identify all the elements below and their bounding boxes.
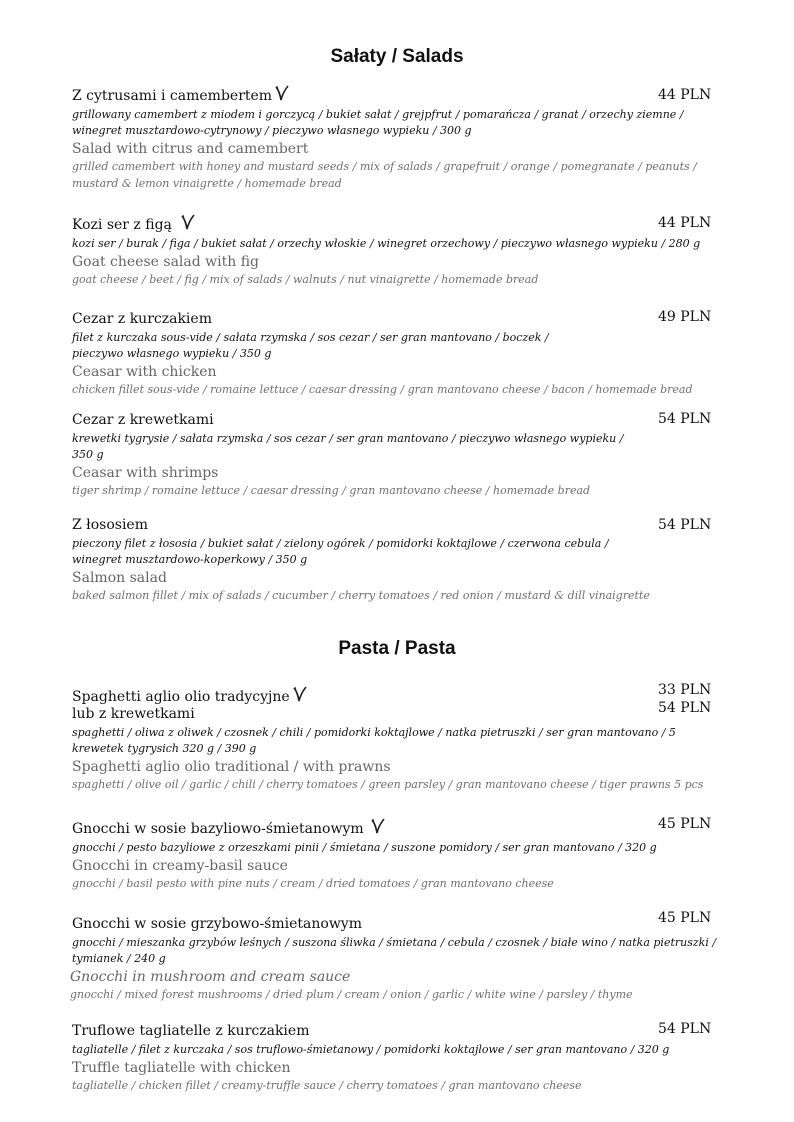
item-name-en: Goat cheese salad with fig bbox=[72, 254, 260, 270]
item-name-en: Spaghetti aglio olio traditional / with prawns bbox=[72, 759, 391, 775]
item-name-pl: Gnocchi w sosie grzybowo-śmietanowym bbox=[72, 916, 362, 932]
item-name-pl-variant: lub z krewetkami bbox=[72, 706, 195, 722]
menu-item bbox=[72, 817, 722, 892]
item-description-en: tagliatelle / chicken fillet / creamy-truffle sauce / cherry tomatoes / gran mantovano cheese bbox=[72, 1079, 582, 1092]
item-description-en: goat cheese / beet / fig / mix of salads / walnuts / nut vinaigrette / homemade bread bbox=[72, 273, 539, 286]
menu-item bbox=[72, 685, 722, 793]
item-name-pl: Spaghetti aglio olio tradycyjne bbox=[72, 689, 290, 705]
salads-heading: Sałaty / Salads bbox=[330, 46, 464, 67]
item-description-en: tiger shrimp / romaine lettuce / caesar dressing / gran mantovano cheese / homemade bread bbox=[72, 484, 591, 497]
item-name-pl: Truflowe tagliatelle z kurczakiem bbox=[72, 1023, 310, 1039]
item-description-en: gnocchi / mixed forest mushrooms / dried plum / cream / onion / garlic / white wine / parsley / thyme bbox=[70, 988, 633, 1001]
price: 45 PLN bbox=[658, 816, 712, 832]
item-name-pl: Z łososiem bbox=[72, 517, 148, 533]
item-name-en: Gnocchi in creamy-basil sauce bbox=[72, 858, 288, 874]
price: 33 PLN bbox=[658, 682, 712, 698]
price: 44 PLN bbox=[658, 87, 712, 103]
pasta-heading: Pasta / Pasta bbox=[338, 638, 456, 659]
leaf-icon bbox=[180, 213, 196, 231]
item-name-en: Truffle tagliatelle with chicken bbox=[72, 1060, 291, 1076]
price: 54 PLN bbox=[658, 411, 712, 427]
item-name-en: Salmon salad bbox=[72, 570, 167, 586]
item-description-pl: kozi ser / burak / figa / bukiet sałat / orzechy włoskie / winegret orzechowy / pieczywo własnego wypieku / 280 g bbox=[72, 237, 701, 250]
item-description-en: baked salmon fillet / mix of salads / cucumber / cherry tomatoes / red onion / mustard & dill vinaigrette bbox=[72, 589, 650, 602]
item-description-en: spaghetti / olive oil / garlic / chili / cherry tomatoes / green parsley / gran mantovano cheese / tiger prawns 5 pcs bbox=[72, 778, 704, 791]
menu-item bbox=[72, 514, 722, 604]
item-name-en: Gnocchi in mushroom and cream sauce bbox=[70, 969, 351, 985]
item-name-pl: Gnocchi w sosie bazyliowo-śmietanowym bbox=[72, 821, 364, 837]
item-description-pl: spaghetti / oliwa z oliwek / czosnek / chili / pomidorki koktajlowe / natka pietruszki / ser gran mantovano / 5 krewetek tygrysich 320 g / 390 g bbox=[72, 726, 676, 755]
menu-item bbox=[72, 1020, 722, 1094]
item-description-pl: krewetki tygrysie / sałata rzymska / sos cezar / ser gran mantovano / pieczywo własnego wypieku / 350 g bbox=[72, 432, 624, 461]
item-description-pl: grillowany camembert z miodem i gorczycą / bukiet sałat / grejpfrut / pomarańcza / granat / orzechy ziemne / winegret musztardowo-cytrynowy / pieczywo własnego wypieku / 300 g bbox=[72, 108, 684, 137]
item-name-en: Ceasar with shrimps bbox=[72, 465, 219, 481]
item-name-pl: Cezar z kurczakiem bbox=[72, 311, 212, 327]
menu-item bbox=[70, 913, 720, 1003]
price-with-prawns: 54 PLN bbox=[658, 700, 712, 716]
price: 54 PLN bbox=[658, 1021, 712, 1037]
menu-item bbox=[72, 213, 722, 288]
item-description-pl: gnocchi / pesto bazyliowe z orzeszkami pinii / śmietana / suszone pomidory / ser gran mantovano / 320 g bbox=[72, 841, 657, 854]
leaf-icon bbox=[292, 685, 308, 703]
item-description-pl: pieczony filet z łososia / bukiet sałat / zielony ogórek / pomidorki koktajlowe / czerwona cebula / winegret musztardowo-koperkowy / 350 g bbox=[72, 537, 609, 566]
leaf-icon bbox=[370, 817, 386, 835]
item-description-en: grilled camembert with honey and mustard seeds / mix of salads / grapefruit / orange / pomegranate / peanuts / mustard & lemon vinaigrette / homemade bread bbox=[72, 160, 697, 190]
item-name-en: Salad with citrus and camembert bbox=[72, 141, 309, 157]
item-description-en: gnocchi / basil pesto with pine nuts / cream / dried tomatoes / gran mantovano cheese bbox=[72, 877, 554, 890]
item-description-pl: tagliatelle / filet z kurczaka / sos truflowo-śmietanowy / pomidorki koktajlowe / ser gran mantovano / 320 g bbox=[72, 1043, 670, 1056]
item-name-pl: Z cytrusami i camembertem bbox=[72, 88, 273, 104]
item-description-en: chicken fillet sous-vide / romaine lettuce / caesar dressing / gran mantovano cheese / bacon / homemade bread bbox=[72, 383, 693, 396]
price: 54 PLN bbox=[658, 517, 712, 533]
menu-item bbox=[72, 409, 722, 499]
leaf-icon bbox=[274, 84, 290, 102]
item-name-pl: Cezar z krewetkami bbox=[72, 412, 214, 428]
item-name-pl: Kozi ser z figą bbox=[72, 217, 172, 233]
item-description-pl: filet z kurczaka sous-vide / sałata rzymska / sos cezar / ser gran mantovano / boczek / pieczywo własnego wypieku / 350 g bbox=[72, 331, 549, 360]
menu-item bbox=[72, 84, 722, 192]
item-name-en: Ceasar with chicken bbox=[72, 364, 217, 380]
price: 45 PLN bbox=[658, 910, 712, 926]
price: 44 PLN bbox=[658, 215, 712, 231]
price: 49 PLN bbox=[658, 309, 712, 325]
item-description-pl: gnocchi / mieszanka grzybów leśnych / suszona śliwka / śmietana / cebula / czosnek / białe wino / natka pietruszki / tymianek / 240 g bbox=[72, 936, 717, 965]
